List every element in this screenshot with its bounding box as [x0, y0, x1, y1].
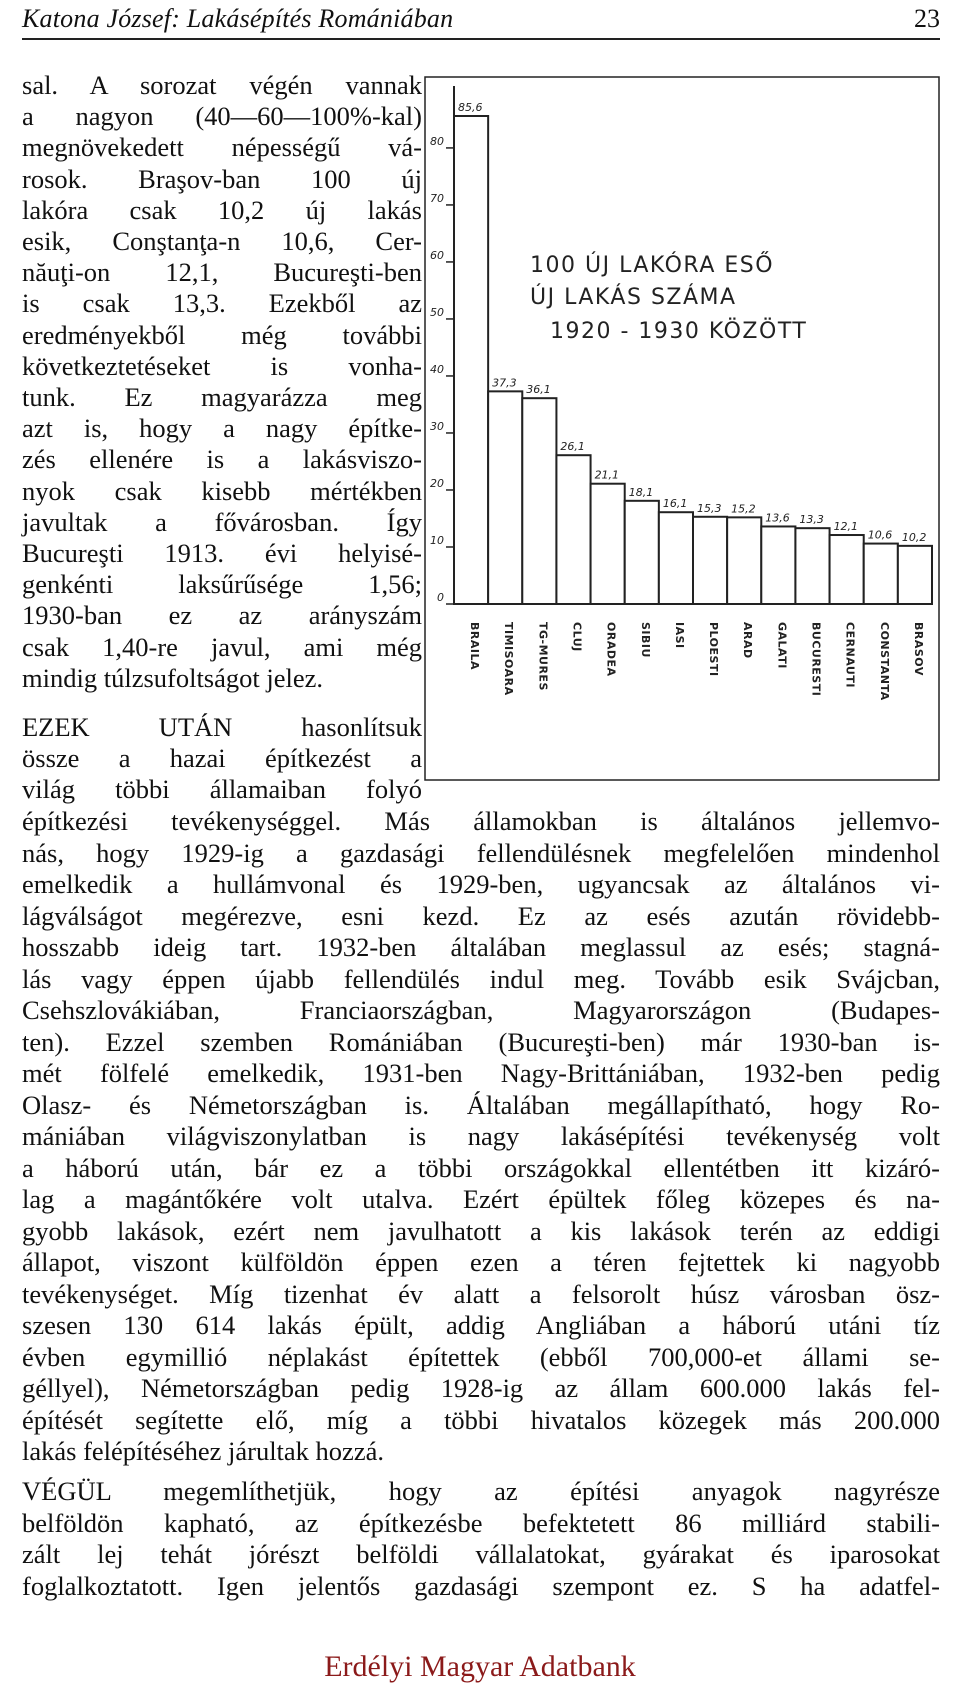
- y-tick-label: 70: [430, 191, 444, 205]
- text-line: következtetéseket is vonha-: [22, 350, 422, 381]
- text-line: nás, hogy 1929-ig a gazdasági fellendülésnek megfelelően mindenhol: [22, 837, 940, 868]
- y-tick-label: 80: [430, 134, 444, 148]
- text-line: Olasz- és Németországban is. Általában megállapítható, hogy Ro-: [22, 1089, 940, 1120]
- chart-title-line: 1920 - 1930 KÖZÖTT: [550, 319, 808, 344]
- running-title: Katona József: Lakásépítés Romániában: [22, 4, 454, 33]
- category-label: ORADEA: [604, 622, 618, 677]
- bar: [659, 512, 693, 604]
- text-line: szesen 130 614 lakás épült, addig Angliában a háború utáni tíz: [22, 1310, 940, 1340]
- text-line: a háború után, bár ez a többi országokkal ellentétben itt kizáró-: [22, 1152, 940, 1183]
- text-line: lás vagy éppen újabb fellendülés indul meg. Tovább esik Svájcban,: [22, 963, 940, 994]
- bar-value-label: 12,1: [833, 520, 859, 534]
- bar-value-label: 16,1: [662, 497, 688, 511]
- final-paragraph: [22, 1476, 940, 1602]
- text-line: csak 1,40-re javul, ami még: [22, 631, 422, 662]
- y-tick-label: 50: [430, 305, 444, 319]
- bar-value-label: 13,3: [799, 513, 824, 527]
- category-label: IASI: [672, 622, 686, 649]
- text-line: năuţi-on 12,1, Bucureşti-ben: [22, 257, 422, 288]
- text-line: géllyel), Németországban pedig 1928-ig az állam 600.000 lakás fel-: [22, 1373, 940, 1403]
- category-label: TG-MURES: [536, 622, 550, 691]
- text-line: lag a magántőkére volt utalva. Ezért épültek főleg közepes és na-: [22, 1184, 940, 1214]
- y-tick-label: 40: [430, 362, 444, 376]
- bar: [830, 535, 864, 604]
- bar-value-label: 10,6: [867, 528, 893, 542]
- header-rule: [22, 38, 940, 40]
- text-line: építését segítette elő, míg a többi hivatalos közegek más 200.000: [22, 1404, 940, 1435]
- category-label: ARAD: [741, 622, 755, 659]
- text-line: esik, Conştanţa-n 10,6, Cer-: [22, 226, 422, 257]
- bar: [625, 501, 659, 604]
- category-label: BRASOV: [911, 622, 925, 676]
- bar: [454, 116, 488, 604]
- page-number: 23: [914, 4, 940, 33]
- bar: [727, 517, 761, 604]
- bar-value-label: 13,6: [765, 511, 790, 525]
- intro-paragraph: [22, 70, 422, 694]
- bar-value-label: 85,6: [458, 101, 483, 114]
- bar: [761, 526, 795, 604]
- bar: [693, 517, 727, 604]
- bar-chart: [424, 76, 940, 781]
- text-line: gyobb lakások, ezért nem javulhatott a kis lakások terén az eddigi: [22, 1215, 940, 1246]
- text-line: világ többi államaiban folyó: [22, 774, 422, 805]
- bar-value-label: 15,2: [731, 502, 756, 516]
- bar: [898, 546, 932, 604]
- category-label: BUCURESTI: [809, 622, 823, 697]
- text-line: lágválságot megérezve, esni kezd. Ez az esés azután rövidebb-: [22, 900, 940, 931]
- text-line: ten). Ezzel szemben Romániában (Bucureşti-ben) már 1930-ban is-: [22, 1026, 940, 1057]
- text-line: EZEK UTÁN hasonlítsuk: [22, 712, 422, 742]
- text-line: össze a hazai építkezést a: [22, 743, 422, 774]
- category-label: SIBIU: [638, 622, 652, 658]
- text-line: genkénti laksűrűsége 1,56;: [22, 569, 422, 600]
- category-label: CERNAUTI: [843, 622, 857, 688]
- text-line: mét fölfelé emelkedik, 1931-ben Nagy-Brittániában, 1932-ben pedig: [22, 1058, 940, 1088]
- text-line: állapot, viszont külföldön éppen ezen a téren fejtettek ki nagyobb: [22, 1247, 940, 1277]
- text-line: tunk. Ez magyarázza meg: [22, 382, 422, 413]
- text-line: építkezési tevékenységgel. Más államokban is általános jellemvo-: [22, 806, 940, 836]
- bar-value-label: 10,2: [901, 530, 927, 544]
- y-tick-label: 60: [430, 248, 444, 262]
- bar-value-label: 15,3: [697, 501, 722, 515]
- text-line: zés ellenére is a lakásviszo-: [22, 444, 422, 475]
- bar: [556, 455, 590, 604]
- bar: [591, 484, 625, 604]
- text-line: is csak 13,3. Ezekből az: [22, 288, 422, 319]
- bar-value-label: 18,1: [628, 485, 654, 499]
- bar: [864, 544, 898, 604]
- text-line: nyok csak kisebb mértékben: [22, 475, 422, 506]
- text-line: mániában világviszonylatban is nagy lakásépítési tevékenység volt: [22, 1121, 940, 1151]
- text-line: Csehszlovákiában, Franciaországban, Magyarországon (Budapes-: [22, 995, 940, 1025]
- text-line: foglalkoztatott. Igen jelentős gazdasági szempont ez. S ha adatfel-: [22, 1570, 940, 1601]
- running-header: [22, 0, 940, 40]
- chart-title-line: ÚJ LAKÁS SZÁMA: [530, 285, 737, 310]
- y-tick-label: 10: [430, 533, 444, 547]
- category-label: CONSTANTA: [877, 622, 891, 701]
- text-line: rosok. Braşov-ban 100 új: [22, 163, 422, 194]
- text-line: Bucureşti 1913. évi helyisé-: [22, 538, 422, 569]
- text-line: eredményekből még további: [22, 319, 422, 350]
- bar: [522, 398, 556, 604]
- category-label: BRAILA: [468, 622, 482, 670]
- text-line: javultak a fővárosban. Így: [22, 506, 422, 537]
- text-line: zált lej tehát jórészt belföldi vállalatokat, gyárakat és iparosokat: [22, 1539, 940, 1569]
- bar: [795, 528, 829, 604]
- text-line: mindig túlzsufoltságot jelez.: [22, 662, 324, 693]
- category-label: CLUJ: [570, 622, 584, 652]
- text-line: azt is, hogy a nagy építke-: [22, 413, 422, 444]
- category-label: TIMISOARA: [502, 622, 516, 696]
- comparison-paragraph-start: [22, 712, 422, 806]
- bar-value-label: 21,1: [594, 468, 620, 482]
- bar: [488, 391, 522, 604]
- bar-value-label: 36,1: [526, 383, 551, 397]
- bar-value-label: 37,3: [492, 376, 517, 390]
- category-label: PLOESTI: [707, 622, 721, 677]
- text-line: emelkedik a hullámvonal és 1929-ben, ugyancsak az általános vi-: [22, 869, 940, 899]
- y-tick-label: 0: [437, 591, 444, 604]
- text-line: lakás felépítéséhez járultak hozzá.: [22, 1436, 384, 1466]
- text-line: belföldön kapható, az építkezésbe befektetett 86 milliárd stabili-: [22, 1507, 940, 1538]
- text-line: megnövekedett népességű vá-: [22, 132, 422, 163]
- text-line: a nagyon (40—60—100%-kal): [22, 101, 422, 132]
- text-line: tevékenységet. Míg tizenhat év alatt a felsorolt húsz városban ösz-: [22, 1278, 940, 1309]
- y-tick-label: 30: [430, 419, 444, 433]
- chart-title-line: 100 ÚJ LAKÓRA ESŐ: [530, 253, 775, 278]
- category-label: GALATI: [775, 622, 789, 669]
- text-line: lakóra csak 10,2 új lakás: [22, 194, 422, 225]
- text-line: sal. A sorozat végén vannak: [22, 70, 422, 100]
- footer-watermark: Erdélyi Magyar Adatbank: [324, 1650, 636, 1683]
- bar-value-label: 26,1: [560, 440, 585, 454]
- comparison-paragraph: [22, 806, 940, 1468]
- y-tick-label: 20: [430, 476, 444, 490]
- text-line: VÉGÜL megemlíthetjük, hogy az építési anyagok nagyrésze: [22, 1476, 940, 1506]
- text-line: 1930-ban ez az arányszám: [22, 600, 422, 631]
- text-line: évben egymillió néplakást építettek (ebből 700,000-et állami se-: [22, 1341, 940, 1372]
- text-line: hosszabb ideig tart. 1932-ben általában meglassul az esés; stagná-: [22, 932, 940, 962]
